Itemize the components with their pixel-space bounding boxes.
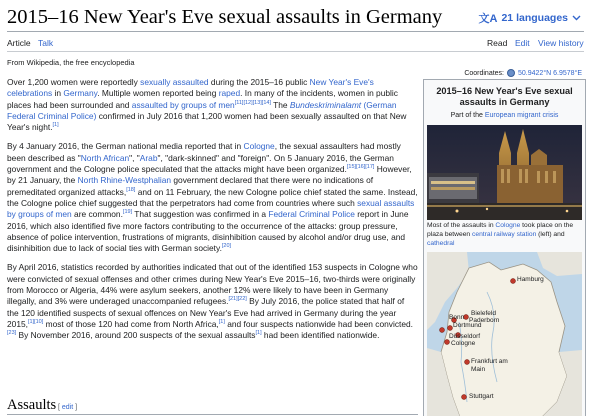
section-divider	[7, 414, 418, 415]
tab-article[interactable]: Article	[7, 38, 31, 52]
link-european-migrant-crisis[interactable]: European migrant crisis	[484, 112, 559, 119]
cologne-cathedral-photo[interactable]	[427, 125, 582, 220]
text: . Multiple women reported being	[97, 88, 219, 99]
citation[interactable]: [1][10]	[27, 319, 44, 326]
map-label-hamburg: Hamburg	[517, 276, 544, 283]
link-north-rhine-westphalian[interactable]: North Rhine-Westphalian	[77, 175, 172, 186]
tab-view-history[interactable]: View history	[538, 38, 584, 48]
tab-edit[interactable]: Edit	[515, 38, 530, 48]
section-heading-assaults: Assaults	[7, 397, 57, 413]
tab-read[interactable]: Read	[487, 38, 507, 52]
text: ", "dark-skinned" and "foreign". On 5 January 2016, the German government and the Cologne police speculated that the attacks might have been organized.	[7, 152, 394, 174]
tabs-divider	[7, 51, 584, 52]
infobox-title: 2015–16 New Year's Eve sexual assaults in Germany	[436, 86, 573, 107]
text: and four suspects nationwide had been convicted.	[224, 319, 413, 330]
tab-talk[interactable]: Talk	[38, 38, 54, 48]
text: However, by 21 January, the	[7, 164, 412, 186]
citation[interactable]: [20]	[221, 243, 232, 250]
citation[interactable]: [18]	[126, 186, 136, 193]
link-cologne[interactable]: Cologne	[243, 141, 275, 152]
text: in	[52, 88, 64, 99]
text: Over 1,200 women were reportedly	[7, 77, 141, 87]
germany-location-map[interactable]	[427, 252, 582, 416]
link-germany[interactable]: Germany	[63, 88, 98, 99]
paragraph-3	[7, 262, 418, 341]
text: government declared that there were no indications of premeditated organized attacks,	[7, 175, 374, 197]
text: confirmed in July 2016 that 1,200 women had been sexually assaulted on that New Year's night.	[7, 111, 407, 133]
citation[interactable]: [21][22]	[228, 296, 247, 303]
link-federal-criminal-police[interactable]: Federal Criminal Police	[268, 209, 355, 220]
globe-icon	[507, 69, 515, 77]
link-cologne[interactable]: Cologne	[495, 222, 521, 229]
citation[interactable]: [19]	[122, 209, 133, 216]
text: By July 2016, the police stated that half of the 120 identified suspects of sexual offences on New Year's Eve had arrived in Germany during the year 2015,	[7, 296, 405, 330]
infobox	[423, 79, 586, 416]
link-bundeskriminalamt[interactable]: Bundeskriminalamt	[289, 99, 362, 110]
text: report in June 2016, which also identified five more factors contributing to the occurrence of the attacks: group pressure, absence of police intervention, frustrations of migrants, disinhibition caused by alcohol and/or drug use, and disinhibition due to lack of social ties with German society.	[7, 209, 409, 254]
text: are common.	[71, 209, 123, 220]
text: ", "	[129, 152, 140, 163]
link-raped[interactable]: raped	[218, 88, 241, 99]
link-new-years-eve[interactable]: New Year's Eve's celebrations	[7, 77, 374, 99]
citation[interactable]: [1]	[255, 330, 262, 337]
paragraph-2	[7, 141, 418, 254]
translate-icon: 文A	[478, 13, 498, 25]
coordinates	[464, 69, 582, 77]
text: took place on the plaza between	[427, 222, 574, 238]
text: Part of the	[450, 112, 485, 119]
map-label-paderborn: Paderborn	[469, 317, 500, 324]
map-label-dortmund: Dortmund	[453, 322, 482, 329]
paragraph-1	[7, 77, 418, 134]
title-divider	[7, 31, 584, 32]
map-label-bielefeld: Bielefeld	[471, 310, 496, 317]
citation[interactable]: [1]	[52, 122, 59, 129]
language-selector[interactable]	[479, 10, 581, 26]
map-label-cologne: Cologne	[451, 340, 476, 347]
map-label-stuttgart: Stuttgart	[469, 393, 494, 400]
link-sexual-assaults-by-groups[interactable]: sexual assaults by groups of men	[7, 198, 415, 220]
text: during the 2015–16 public	[208, 77, 310, 87]
link-federal-criminal-police[interactable]: (German Federal Criminal Police)	[7, 99, 397, 122]
page-title: 2015–16 New Year's Eve sexual assaults in Germany	[7, 6, 443, 28]
tagline: From Wikipedia, the free encyclopedia	[7, 58, 135, 67]
citation[interactable]: [23]	[7, 330, 17, 337]
chevron-down-icon	[572, 15, 581, 21]
text: By April 2016, statistics recorded by authorities indicated that out of the identified 153 suspects in Cologne who were convicted of sexual offenses and other crimes during New Year's Eve 2015–16, two-thirds were originally from Morocco or Algeria, 44% were asylum seekers, another 12% were likely to have been in Germany illegally, and 3% were underaged unaccompanied refugees.	[7, 262, 418, 307]
text: most of those 120 had come from North Africa,	[43, 319, 219, 330]
section-edit-link[interactable]: edit	[61, 404, 74, 411]
link-assaulted-by-groups[interactable]: assaulted by groups of men	[131, 99, 235, 110]
language-count: 21 languages	[501, 12, 568, 24]
map-label-frankfurt: Frankfurt am Main	[471, 358, 508, 373]
text: The	[270, 99, 290, 110]
text: , the sexual assaulters had mostly been described as "	[7, 141, 401, 163]
link-sexually-assaulted[interactable]: sexually assaulted	[140, 77, 209, 87]
text: By November 2016, around 200 suspects of the sexual assaults	[16, 330, 256, 341]
coordinates-label: Coordinates:	[464, 69, 505, 77]
coordinates-link[interactable]: 50.9422°N 6.9578°E	[518, 69, 582, 77]
text: had been identified nationwide.	[261, 330, 380, 341]
text: Most of the assaults in	[427, 222, 496, 229]
article-body	[7, 77, 418, 349]
text: . In many of the incidents, women in public places had been surrounded and	[7, 88, 398, 110]
text: By 4 January 2016, the German national media reported that in	[7, 141, 244, 152]
map-label-dusseldorf: Düsseldorf	[449, 333, 481, 340]
link-arab[interactable]: Arab	[139, 152, 158, 163]
photo-caption	[427, 221, 584, 248]
citation[interactable]: [11][12][13][14]	[234, 99, 271, 106]
section-edit: [ edit ]	[58, 404, 78, 411]
link-cathedral[interactable]: cathedral	[427, 240, 455, 247]
text: That suggestion was confirmed in a	[132, 209, 269, 220]
citation[interactable]: [1]	[218, 319, 225, 326]
link-central-railway-station[interactable]: central railway station	[472, 231, 537, 238]
text: and on 11 February, the new Cologne police chief stated the same. Instead, the Cologne police chief suggested that the perpetrators had come from countries where such	[7, 186, 418, 209]
citation[interactable]: [15][16][17]	[346, 164, 375, 171]
infobox-part-of	[424, 112, 585, 119]
link-north-african[interactable]: North African	[80, 152, 130, 163]
text: (left) and	[536, 231, 565, 238]
map-label-bonn: Bonn	[449, 314, 465, 321]
